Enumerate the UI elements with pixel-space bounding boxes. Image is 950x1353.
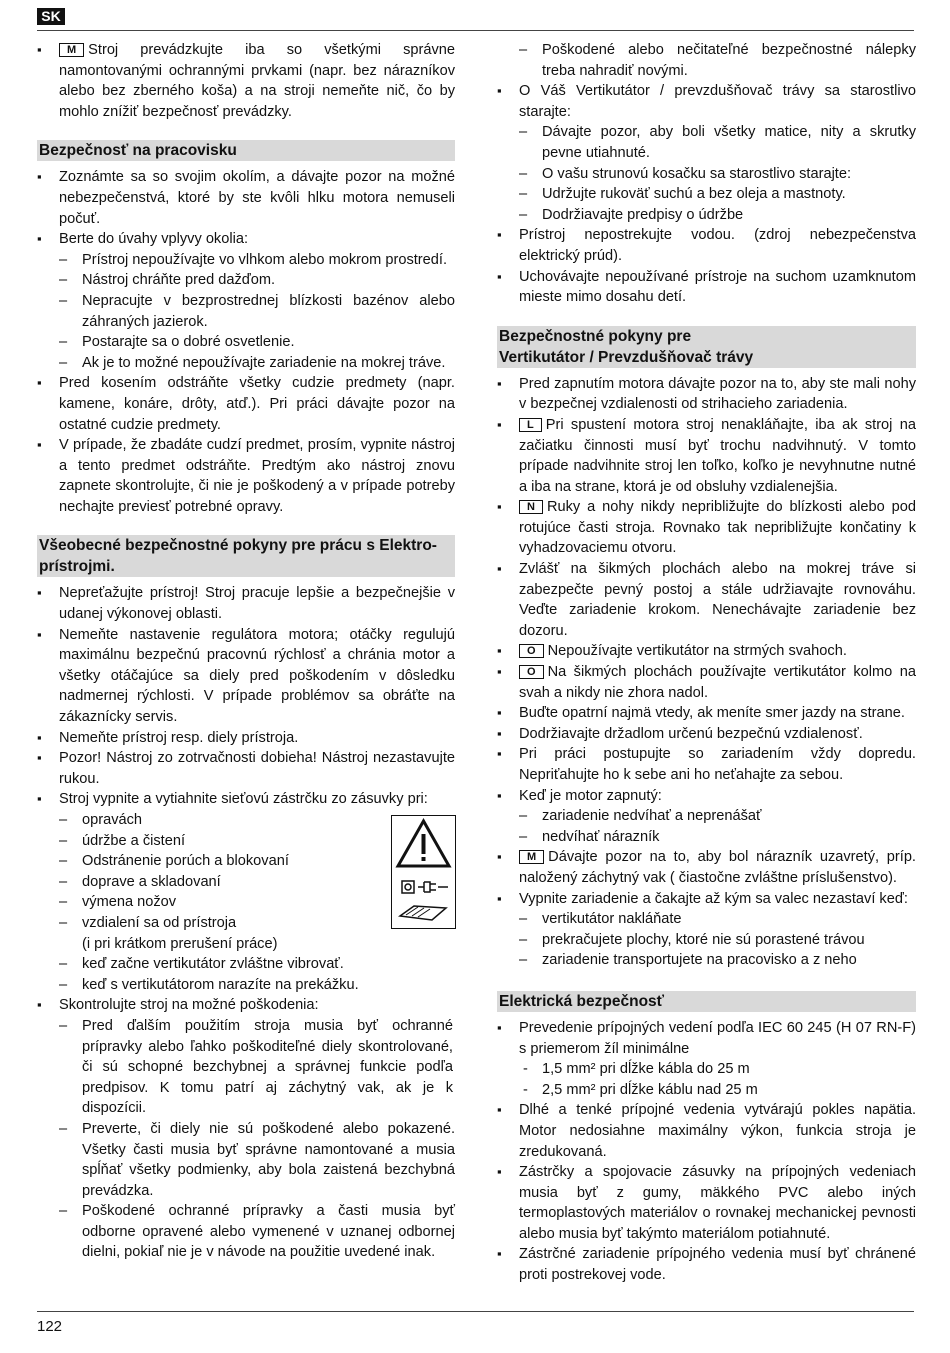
list-item: ▪ Zástrčné zariadenie prípojného vedenia musí byť chránené proti postrekovej vode. — [497, 1244, 916, 1285]
list-item: ▪ Zvlášť na šikmých plochách alebo na mokrej tráve si zabezpečte pevný postoj a stále udržiavajte rovnováhu. Veďte zariadenie krokom. Nenechávajte zariadenie bez dozoru. — [497, 559, 916, 641]
list-item: ▪ Stroj vypnite a vytiahnite sieťovú zástrčku zo zásuvky pri: — [37, 789, 455, 810]
symbol-o-icon: O — [519, 665, 544, 679]
list-item: ▪ M Dávajte pozor na to, aby bol nárazník uzavretý, príp. naložený záchytný vak ( čiastočne zvláštne príslušenstvo). — [497, 847, 916, 888]
list-item: ▪ Pri práci postupujte so zariadením vždy dopredu. Nepriťahujte ho k sebe ani ho neťahajte za sebou. — [497, 744, 916, 785]
list-item: ▪ Dlhé a tenké prípojné vedenia vytvárajú pokles napätia. Motor nedosiahne maximálny výkon, funkcia stroja je zredukovaná. — [497, 1100, 916, 1162]
dash-item: – Nástroj chráňte pred dažďom. — [37, 270, 455, 291]
dash-item: – keď začne vertikutátor zvláštne vibrovať. — [37, 954, 455, 975]
list-item: ▪ Nemeňte nastavenie regulátora motora; otáčky regulujú maximálnu bezpečnú pracovnú rýchlosť a chránia motor a všetky otáčajúce sa diely pred poškodením v dôsledku nadmernej rýchlosti. V prípade problémov sa obráťte na zákaznícky servis. — [37, 625, 455, 728]
list-item: ▪ Nepreťažujte prístroj! Stroj pracuje lepšie a bezpečnejšie v udanej výkonovej oblasti. — [37, 583, 455, 624]
footer-rule — [37, 1311, 914, 1312]
list-item: ▪ Berte do úvahy vplyvy okolia: — [37, 229, 455, 250]
safety-symbols-box — [391, 815, 456, 929]
section-heading: Elektrická bezpečnosť — [497, 991, 916, 1012]
page-number: 122 — [37, 1318, 63, 1335]
dash-item: – Nepracujte v bezprostrednej blízkosti bazénov alebo záhraných jazierok. — [37, 291, 455, 332]
dash-item: - 2,5 mm² pri dĺžke káblu nad 25 m — [497, 1080, 916, 1101]
list-item: ▪ Keď je motor zapnutý: — [497, 786, 916, 807]
language-tag: SK — [37, 8, 65, 25]
list-item: ▪ Pred zapnutím motora dávajte pozor na to, aby ste mali nohy v bezpečnej vzdialenosti od strihacieho zariadenia. — [497, 374, 916, 415]
right-column — [497, 40, 916, 1286]
dash-item: – Poškodené ochranné prípravky a časti musia byť odborne opravené alebo vymenené v uznanej odbornej dielni, pokiaľ nie je v návode na použitie uvedené inak. — [37, 1201, 455, 1263]
dash-item: – Pred ďalším použitím stroja musia byť ochranné prípravky alebo ľahko poškoditeľné diely skontrolované, či sú schopné bezchybnej a správnej funkcie podľa predpisov. K tomu patrí aj záchytný vak, ak je k dispozícii. — [37, 1016, 455, 1119]
list-item: ▪ Skontrolujte stroj na možné poškodenia: — [37, 995, 455, 1016]
list-item: ▪ L Pri spustení motora stroj nenakláňajte, iba ak stroj na začiatku činnosti musí byť trochu nadvihnutý. V tomto prípade nadvihnite stroj len toľko, koľko je nevyhnutne nutné a iba na strane, ktorá je od obsluhy vzdialenejšia. — [497, 415, 916, 497]
dash-item: – výmena nožov — [37, 892, 455, 913]
list-item: ▪ O Na šikmých plochách používajte vertikutátor kolmo na svah a nikdy nie zhora nadol. — [497, 662, 916, 703]
list-item: ▪ V prípade, že zbadáte cudzí predmet, prosím, vypnite nástroj a tento predmet odstráňte. Predtým ako nástroj znovu zapnete skontrolujte, či nie je poškodený a v prípade potreby nechajte previesť potrebné opravy. — [37, 435, 455, 517]
dash-item: – Ak je to možné nepoužívajte zariadenie na mokrej tráve. — [37, 353, 455, 374]
symbol-m-icon: M — [59, 43, 84, 57]
dash-item: – Preverte, či diely nie sú poškodené alebo pokazené. Všetky časti musia byť správne namontované a musia spĺňať všetky podmienky, aby bola zaistená bezchybná prevádzka. — [37, 1119, 455, 1201]
list-item: ▪ Buďte opatrní najmä vtedy, ak meníte smer jazdy na strane. — [497, 703, 916, 724]
manual-book-icon — [400, 906, 446, 920]
list-item: ▪ Prevedenie prípojných vedení podľa IEC 60 245 (H 07 RN-F) s priemerom žíl minimálne — [497, 1018, 916, 1059]
list-item: ▪ Zástrčky a spojovacie zásuvky na prípojných vedeniach musia byť z gumy, mäkkého PVC alebo iných termoplastových materiálov o rovnakej mechanickej pevnosti alebo musia byť takýmto materiálom potiahnuté. — [497, 1162, 916, 1244]
list-item: ▪ Dodržiavajte držadlom určenú bezpečnú vzdialenosť. — [497, 724, 916, 745]
dash-item: – doprave a skladovaní — [37, 872, 455, 893]
dash-item: – O vašu strunovú kosačku sa starostlivo starajte: — [497, 164, 916, 185]
symbol-m-icon: M — [519, 850, 544, 864]
dash-item: – zariadenie nedvíhať a neprenášať — [497, 806, 916, 827]
list-item: ▪ N Ruky a nohy nikdy nepribližujte do blízkosti alebo pod rotujúce časti stroja. Rovnako tak nepribližujte končatiny k vyhadzovaciemu otvoru. — [497, 497, 916, 559]
list-item: ▪ Vypnite zariadenie a čakajte až kým sa valec nezastaví keď: — [497, 889, 916, 910]
left-column — [37, 40, 455, 1263]
dash-item: – prekračujete plochy, ktoré nie sú porastené trávou — [497, 930, 916, 951]
section-heading: Všeobecné bezpečnostné pokyny pre prácu s Elektro-prístrojmi. — [37, 535, 455, 577]
dash-item: – zariadenie transportujete na pracovisko a z neho — [497, 950, 916, 971]
symbol-l-icon: L — [519, 418, 542, 432]
dash-item: – údržbe a čistení — [37, 831, 455, 852]
list-item: ▪ Nemeňte prístroj resp. diely prístroja. — [37, 728, 455, 749]
list-item: ▪ Uchovávajte nepoužívané prístroje na suchom uzamknutom mieste mimo dosahu detí. — [497, 267, 916, 308]
symbol-n-icon: N — [519, 500, 543, 514]
dash-item: – vzdialení sa od prístroja (i pri krátkom prerušení práce) — [37, 913, 455, 954]
list-item: ▪ O Nepoužívajte vertikutátor na strmých svahoch. — [497, 641, 916, 662]
warning-triangle-icon — [398, 821, 449, 866]
dash-item: – opravách — [37, 810, 455, 831]
section-heading: Bezpečnostné pokyny pre Vertikutátor / Prevzdušňovač trávy — [497, 326, 916, 368]
list-item: ▪ Pozor! Nástroj zo zotrvačnosti dobieha! Nástroj nezastavujte rukou. — [37, 748, 455, 789]
dash-item: – Odstránenie porúch a blokovaní — [37, 851, 455, 872]
dash-item: - 1,5 mm² pri dĺžke kábla do 25 m — [497, 1059, 916, 1080]
list-item: ▪ M Stroj prevádzkujte iba so všetkými správne namontovanými ochrannými prvkami (napr. bez nárazníkov alebo bez zberného koša) a na stroji nemeňte nič, čo by mohlo znížiť bezpečnosť prevádzky. — [37, 40, 455, 122]
list-item: ▪ Prístroj nepostrekujte vodou. (zdroj nebezpečenstva elektrický prúd). — [497, 225, 916, 266]
list-item: ▪ Pred kosením odstráňte všetky cudzie predmety (napr. kamene, konáre, drôty, atď.). Pri práci dávajte pozor na ostatné cudzie predmety. — [37, 373, 455, 435]
dash-item: – keď s vertikutátorom narazíte na prekážku. — [37, 975, 455, 996]
dash-item: – Poškodené alebo nečitateľné bezpečnostné nálepky treba nahradiť novými. — [497, 40, 916, 81]
dash-item: – Dávajte pozor, aby boli všetky matice, nity a skrutky pevne utiahnuté. — [497, 122, 916, 163]
dash-item: – nedvíhať nárazník — [497, 827, 916, 848]
dash-item: – Prístroj nepoužívajte vo vlhkom alebo mokrom prostredí. — [37, 250, 455, 271]
list-item: ▪ Zoznámte sa so svojim okolím, a dávajte pozor na možné nebezpečenstvá, ktoré by ste kvôli hlku motora nemuseli počuť. — [37, 167, 455, 229]
dash-item: – Postarajte sa o dobré osvetlenie. — [37, 332, 455, 353]
section-heading: Bezpečnosť na pracovisku — [37, 140, 455, 161]
symbol-o-icon: O — [519, 644, 544, 658]
dash-item: – vertikutátor nakláňate — [497, 909, 916, 930]
unplug-icon — [402, 881, 448, 893]
dash-item: – Udržujte rukoväť suchú a bez oleja a mastnoty. — [497, 184, 916, 205]
list-item: ▪ O Váš Vertikutátor / prevzdušňovač trávy sa starostlivo starajte: — [497, 81, 916, 122]
header-rule — [37, 30, 914, 31]
dash-item: – Dodržiavajte predpisy o údržbe — [497, 205, 916, 226]
